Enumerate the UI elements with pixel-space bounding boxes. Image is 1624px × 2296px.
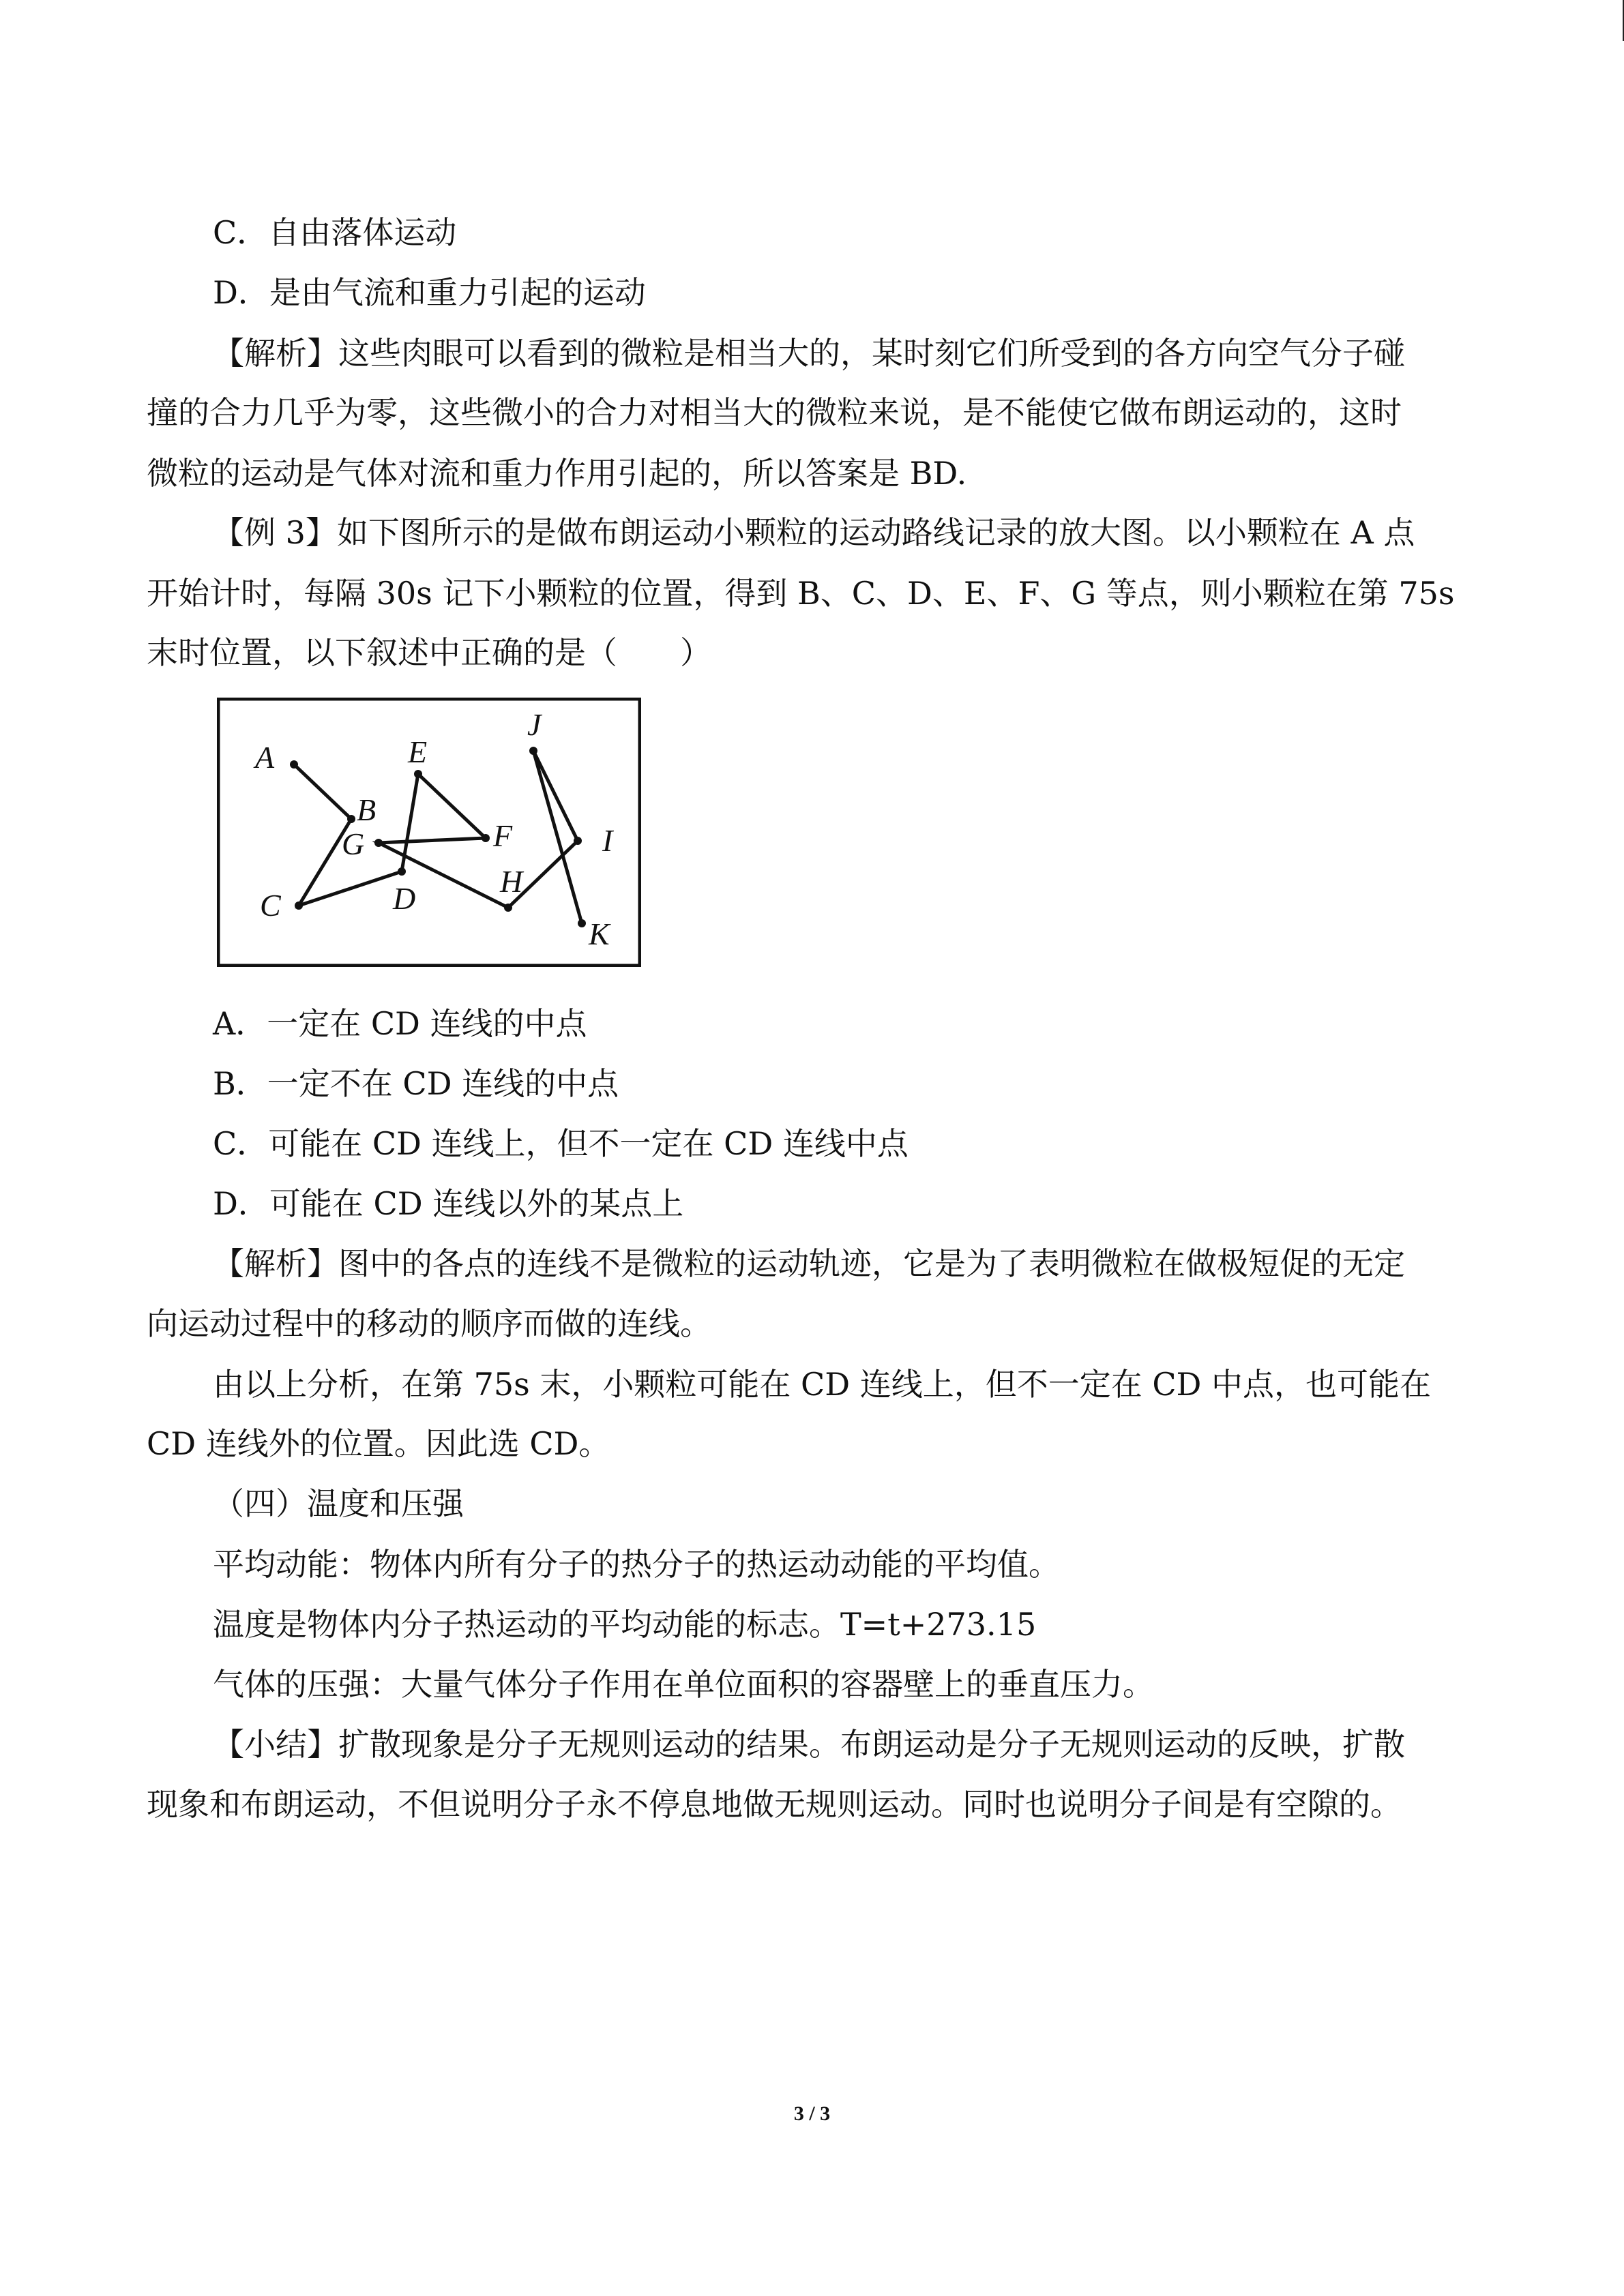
example3-line-3: 末时位置，以下叙述中正确的是（ ） (147, 634, 711, 671)
brownian-motion-figure (217, 698, 641, 967)
option-a: A．一定在 CD 连线的中点 (213, 1005, 587, 1042)
point-f (482, 834, 490, 842)
label-k: K (589, 916, 610, 951)
figure-border (218, 699, 640, 966)
option-b: B．一定不在 CD 连线的中点 (213, 1065, 619, 1102)
analysis-line-1: 【解析】这些肉眼可以看到的微粒是相当大的，某时刻它们所受到的各方向空气分子碰 (213, 335, 1405, 372)
example3-line-2: 开始计时，每隔 30s 记下小颗粒的位置，得到 B、C、D、E、F、G 等点，则小颗粒在第 75s (147, 575, 1455, 612)
definition-pressure: 气体的压强：大量气体分子作用在单位面积的容器壁上的垂直压力。 (213, 1666, 1154, 1703)
point-c (295, 901, 303, 910)
label-e: E (408, 734, 428, 769)
label-c: C (260, 888, 281, 923)
label-f: F (493, 818, 513, 853)
option-d: D．可能在 CD 连线以外的某点上 (213, 1185, 684, 1222)
label-j: J (527, 707, 542, 742)
page-number: 3 / 3 (793, 2102, 831, 2125)
label-h: H (500, 864, 523, 899)
definition-kinetic: 平均动能：物体内所有分子的热分子的热运动动能的平均值。 (213, 1546, 1060, 1583)
label-d: D (393, 881, 416, 916)
option-c: C．可能在 CD 连线上，但不一定在 CD 连线中点 (213, 1125, 909, 1162)
analysis2-line-2: 向运动过程中的移动的顺序而做的连线。 (147, 1305, 711, 1342)
conclusion-line-2: CD 连线外的位置。因此选 CD。 (147, 1425, 610, 1462)
option-d-line-1: D．是由气流和重力引起的运动 (213, 274, 646, 311)
definition-temperature: 温度是物体内分子热运动的平均动能的标志。T=t+273.15 (213, 1606, 1037, 1643)
point-g (374, 839, 383, 847)
analysis-line-2: 撞的合力几乎为零，这些微小的合力对相当大的微粒来说，是不能使它做布朗运动的，这时 (147, 394, 1402, 431)
example3-line-1: 【例 3】如下图所示的是做布朗运动小颗粒的运动路线记录的放大图。以小颗粒在 A 点 (213, 514, 1415, 551)
option-c-line-1: C．自由落体运动 (213, 214, 457, 251)
label-i: I (602, 823, 613, 858)
summary-line-1: 【小结】扩散现象是分子无规则运动的结果。布朗运动是分子无规则运动的反映，扩散 (213, 1726, 1405, 1763)
point-d (398, 867, 406, 876)
point-b (347, 815, 355, 823)
point-e (414, 770, 422, 778)
point-k (578, 919, 586, 927)
path-lines (294, 751, 582, 923)
label-b: B (357, 792, 377, 827)
analysis2-line-1: 【解析】图中的各点的连线不是微粒的运动轨迹，它是为了表明微粒在做极短促的无定 (213, 1245, 1405, 1282)
conclusion-line-1: 由以上分析，在第 75s 末，小颗粒可能在 CD 连线上，但不一定在 CD 中点，也可能在 (213, 1366, 1432, 1403)
point-j (529, 747, 537, 755)
analysis-line-3: 微粒的运动是气体对流和重力作用引起的，所以答案是 BD. (147, 455, 967, 492)
point-i (574, 837, 582, 845)
summary-line-2: 现象和布朗运动，不但说明分子永不停息地做无规则运动。同时也说明分子间是有空隙的。 (147, 1786, 1402, 1823)
point-a (290, 760, 298, 769)
label-g: G (342, 826, 365, 861)
point-h (504, 904, 512, 912)
label-a: A (255, 740, 275, 775)
section-heading: （四）温度和压强 (213, 1485, 464, 1522)
